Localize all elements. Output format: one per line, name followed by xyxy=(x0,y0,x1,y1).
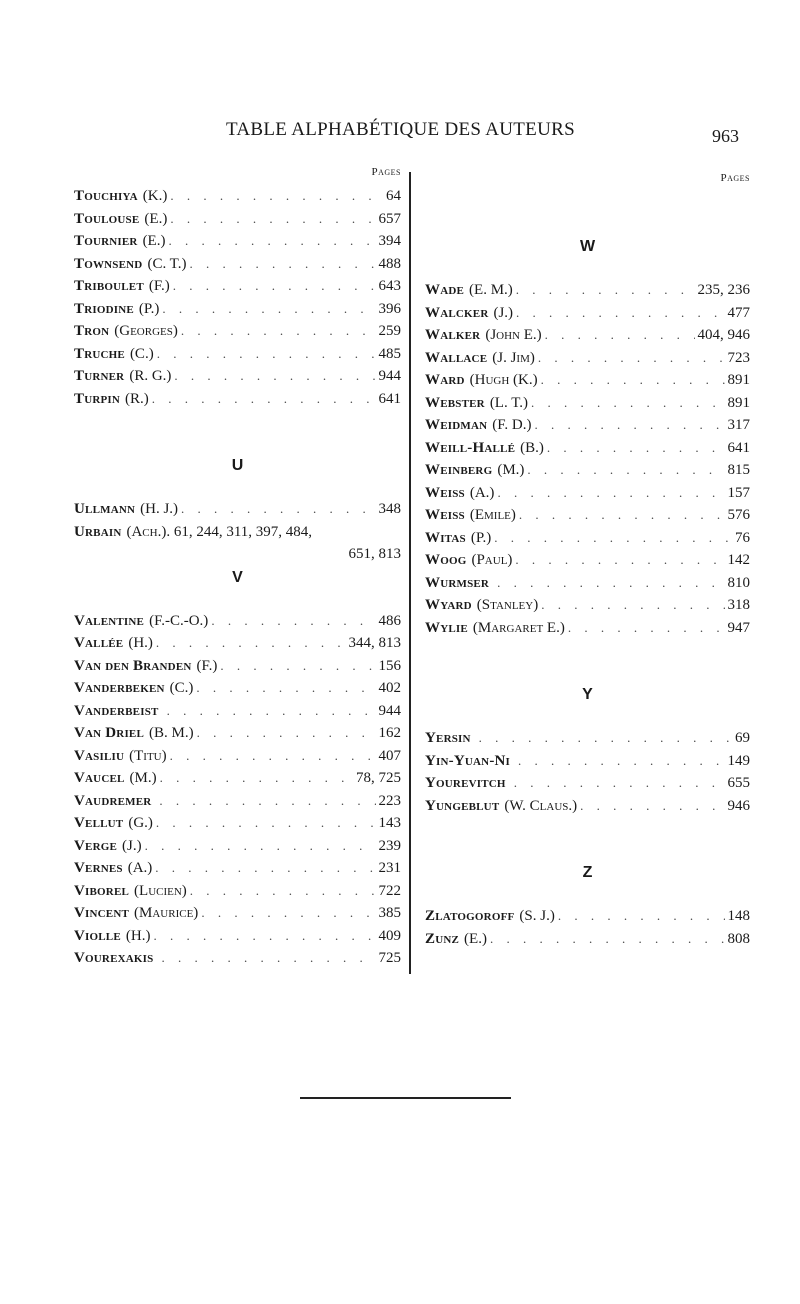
entry-author: Valentine xyxy=(74,612,145,629)
entry-detail: (K.) xyxy=(142,188,168,204)
entry-author: Truche xyxy=(74,345,125,362)
group-z xyxy=(425,908,750,953)
entry-pages: 409 xyxy=(378,927,401,944)
index-entry xyxy=(425,597,750,620)
dot-leader xyxy=(558,908,725,924)
entry-detail: (F.) xyxy=(148,278,170,294)
dot-leader xyxy=(181,501,375,517)
index-entry xyxy=(74,838,401,861)
index-entry xyxy=(74,815,401,838)
letter-heading-z: Z xyxy=(582,864,593,881)
entry-detail: (C.) xyxy=(129,345,154,362)
index-entry xyxy=(74,301,401,324)
entry-pages: 944 xyxy=(378,702,401,719)
entry-author: Yourevitch xyxy=(425,775,506,791)
index-entry xyxy=(425,530,750,553)
index-entry xyxy=(425,775,750,798)
entry-detail: (H. J.) xyxy=(140,501,179,517)
entry-pages: 815 xyxy=(727,462,750,478)
entry-author: Vernes xyxy=(74,860,123,876)
dot-leader xyxy=(168,233,375,249)
dot-leader xyxy=(170,211,375,227)
entry-author: Woog xyxy=(425,552,467,568)
entry-author: Toulouse xyxy=(74,210,140,227)
entry-pages: 407 xyxy=(378,747,401,764)
entry-detail: (R. G.) xyxy=(129,368,172,384)
dot-leader xyxy=(538,350,725,366)
entry-pages: 385 xyxy=(378,905,401,921)
entry-detail: (F.) xyxy=(196,657,218,674)
dot-leader xyxy=(160,770,353,786)
entry-pages: 891 xyxy=(727,394,750,411)
index-entry xyxy=(74,635,401,658)
dot-leader xyxy=(170,188,383,204)
entry-pages: 643 xyxy=(378,278,401,294)
index-entry xyxy=(74,346,401,369)
index-entry xyxy=(74,613,401,636)
entry-author: Violle xyxy=(74,927,121,944)
entry-detail: (R.) xyxy=(125,390,149,407)
entry-pages: 239 xyxy=(378,837,401,854)
dot-leader xyxy=(159,793,375,809)
column-divider xyxy=(409,172,411,974)
dot-leader xyxy=(156,815,376,831)
index-entry xyxy=(74,524,401,547)
index-entry xyxy=(74,391,401,414)
entry-detail: (H.) xyxy=(125,927,151,944)
dot-leader xyxy=(161,950,375,966)
index-entry xyxy=(425,931,750,954)
entry-author: Ward xyxy=(425,372,465,388)
entry-pages: 944 xyxy=(378,368,401,384)
dot-leader xyxy=(519,507,725,523)
entry-pages: 318 xyxy=(727,597,750,613)
dot-leader xyxy=(547,440,725,456)
entry-author: Vasiliu xyxy=(74,747,125,764)
entry-detail: (B. M.) xyxy=(149,725,194,741)
entry-author: Walker xyxy=(425,327,481,343)
dot-leader xyxy=(534,417,724,433)
entry-pages: 142 xyxy=(727,552,750,568)
entry-author: Wylie xyxy=(425,619,468,636)
dot-leader xyxy=(181,323,376,339)
entry-detail: (P.) xyxy=(470,529,492,546)
group-u xyxy=(74,501,401,546)
index-entry xyxy=(74,793,401,816)
entry-author: Turner xyxy=(74,368,125,384)
entry-pages: 947 xyxy=(727,619,750,636)
index-entry xyxy=(425,507,750,530)
letter-heading-v: V xyxy=(232,568,243,586)
entry-pages: 402 xyxy=(378,680,401,696)
index-entry xyxy=(425,730,750,753)
entry-detail: (P.) xyxy=(138,300,160,317)
entry-author: Wyard xyxy=(425,597,472,613)
dot-leader xyxy=(145,838,376,854)
index-entry xyxy=(425,440,750,463)
entry-author: Urbain xyxy=(74,523,122,540)
entry-pages: 231 xyxy=(378,860,401,876)
entry-pages: 477 xyxy=(727,304,750,321)
entry-detail: (Lucien) xyxy=(134,882,187,899)
letter-heading-w: W xyxy=(579,238,596,255)
dot-leader xyxy=(157,346,376,362)
dot-leader xyxy=(152,391,376,407)
dot-leader xyxy=(174,368,375,384)
index-entry xyxy=(74,211,401,234)
entry-detail: (J. Jim) xyxy=(492,349,535,366)
entry-pages: 641 xyxy=(727,439,750,456)
dot-leader xyxy=(167,703,376,719)
entry-pages: 76 xyxy=(735,529,750,546)
entry-detail: (S. J.) xyxy=(519,908,555,924)
letter-heading-y: Y xyxy=(582,686,593,703)
entry-pages: 725 xyxy=(378,950,401,966)
entry-author: Van den Branden xyxy=(74,657,192,674)
entry-detail: (C.) xyxy=(169,680,194,696)
dot-leader xyxy=(516,305,724,321)
entry-author: Van Driel xyxy=(74,725,145,741)
dot-leader xyxy=(516,282,695,298)
entry-detail: (John E.) xyxy=(485,327,542,343)
index-entry xyxy=(425,417,750,440)
dot-leader xyxy=(541,597,724,613)
entry-detail: (G.) xyxy=(128,815,153,831)
entry-author: Webster xyxy=(425,394,485,411)
entry-author: Yersin xyxy=(425,730,471,746)
entry-author: Tron xyxy=(74,323,110,339)
index-entry xyxy=(425,395,750,418)
entry-author: Vanderbeist xyxy=(74,702,159,719)
dot-leader xyxy=(541,372,725,388)
entry-author: Weill-Hallé xyxy=(425,439,516,456)
dot-leader xyxy=(220,658,375,674)
dot-leader xyxy=(196,680,375,696)
index-entry xyxy=(425,305,750,328)
entry-pages: 657 xyxy=(378,210,401,227)
bottom-rule xyxy=(300,1097,511,1099)
entry-author: Weiss xyxy=(425,507,465,523)
dot-leader xyxy=(201,905,375,921)
entry-pages: 235, 236 xyxy=(697,282,750,298)
page-title: TABLE ALPHABÉTIQUE DES AUTEURS xyxy=(226,119,575,140)
entry-author: Wurmser xyxy=(425,574,490,591)
dot-leader xyxy=(156,635,346,651)
entry-pages: 722 xyxy=(378,882,401,899)
dot-leader xyxy=(580,798,724,814)
entry-pages: 344, 813 xyxy=(348,635,401,651)
index-entry xyxy=(425,908,750,931)
entry-author: Tournier xyxy=(74,233,138,249)
group-w xyxy=(425,282,750,642)
entry-pages: 891 xyxy=(727,372,750,388)
dot-leader xyxy=(514,775,725,791)
index-entry xyxy=(74,188,401,211)
entry-detail: (Emile) xyxy=(469,507,516,523)
entry-author: Vourexakis xyxy=(74,950,154,966)
entry-pages: 576 xyxy=(727,507,750,523)
entry-detail: (F. D.) xyxy=(492,417,532,433)
index-entry xyxy=(74,703,401,726)
dot-leader xyxy=(190,883,376,899)
entry-pages: 259 xyxy=(378,323,401,339)
entry-pages: 143 xyxy=(378,815,401,831)
entry-detail: (Ach.). 61, 244, 311, 397, 484, xyxy=(126,523,313,540)
entry-author: Verge xyxy=(74,837,118,854)
entry-detail: (E.) xyxy=(142,233,166,249)
dot-leader xyxy=(173,278,376,294)
entry-detail: (A.) xyxy=(469,484,495,501)
entry-detail: (Margaret E.) xyxy=(472,619,565,636)
dot-leader xyxy=(162,301,375,317)
dot-leader xyxy=(189,256,375,272)
index-entry xyxy=(74,256,401,279)
entry-detail: (Paul) xyxy=(471,552,513,568)
entry-detail: (H.) xyxy=(128,635,153,651)
dot-leader xyxy=(518,753,724,769)
entry-pages: 651, 813 xyxy=(348,546,401,562)
entry-detail: (E. M.) xyxy=(469,282,513,298)
index-entry xyxy=(74,860,401,883)
entry-pages: 149 xyxy=(727,752,750,769)
entry-detail: (B.) xyxy=(520,439,544,456)
entry-pages: 810 xyxy=(727,574,750,591)
dot-leader xyxy=(497,485,724,501)
entry-author: Triboulet xyxy=(74,278,144,294)
entry-author: Zlatogoroff xyxy=(425,908,515,924)
left-column xyxy=(74,166,401,973)
group-y xyxy=(425,730,750,820)
entry-author: Vellut xyxy=(74,815,124,831)
index-entry xyxy=(74,905,401,928)
entry-pages: 488 xyxy=(378,255,401,272)
index-entry xyxy=(74,323,401,346)
entry-pages: 655 xyxy=(727,775,750,791)
dot-leader xyxy=(568,620,725,636)
index-entry xyxy=(425,350,750,373)
index-entry xyxy=(74,950,401,973)
entry-detail: (Georges) xyxy=(114,323,178,339)
entry-pages: 223 xyxy=(378,792,401,809)
entry-pages: 485 xyxy=(378,345,401,362)
entry-detail: (Titu) xyxy=(129,747,167,764)
entry-detail: (A.) xyxy=(127,860,153,876)
index-entry xyxy=(74,233,401,256)
entry-author: Witas xyxy=(425,529,466,546)
group-v xyxy=(74,613,401,973)
entry-detail: (L. T.) xyxy=(489,394,528,411)
entry-pages: 396 xyxy=(378,300,401,317)
entry-author: Vaucel xyxy=(74,770,125,786)
index-entry xyxy=(74,368,401,391)
dot-leader xyxy=(197,725,376,741)
index-entry xyxy=(74,658,401,681)
entry-detail: (M.) xyxy=(129,770,157,786)
index-entry xyxy=(74,501,401,524)
entry-detail: (C. T.) xyxy=(147,255,187,272)
entry-pages: 78, 725 xyxy=(356,770,401,786)
entry-author: Vaudremer xyxy=(74,792,152,809)
entry-pages: 162 xyxy=(378,725,401,741)
dot-leader xyxy=(497,575,724,591)
dot-leader xyxy=(490,931,725,947)
page-number: 963 xyxy=(712,126,739,146)
entry-detail: (Hugh (K.) xyxy=(469,372,538,388)
index-entry xyxy=(425,575,750,598)
index-entry xyxy=(425,485,750,508)
dot-leader xyxy=(153,928,375,944)
entry-author: Turpin xyxy=(74,390,121,407)
entry-pages: 394 xyxy=(378,233,401,249)
index-entry xyxy=(425,620,750,643)
entry-author: Vincent xyxy=(74,905,130,921)
index-entry xyxy=(74,278,401,301)
entry-pages: 808 xyxy=(727,930,750,947)
index-entry xyxy=(425,327,750,350)
pages-column-label: Pages xyxy=(371,166,401,178)
dot-leader xyxy=(545,327,695,343)
entry-author: Yin-Yuan-Ni xyxy=(425,752,511,769)
entry-detail: (J.) xyxy=(493,304,514,321)
index-entry xyxy=(74,770,401,793)
entry-detail: (W. Claus.) xyxy=(504,797,578,814)
entry-author: Triodine xyxy=(74,300,134,317)
entry-pages: 148 xyxy=(727,908,750,924)
entry-detail: (J.) xyxy=(122,837,142,854)
entry-pages: 69 xyxy=(735,730,750,746)
index-entry xyxy=(74,680,401,703)
index-entry xyxy=(425,282,750,305)
entry-author: Vallée xyxy=(74,635,124,651)
entry-author: Vanderbeken xyxy=(74,680,165,696)
entry-author: Viborel xyxy=(74,882,130,899)
entry-author: Wallace xyxy=(425,349,488,366)
entry-author: Weinberg xyxy=(425,462,493,478)
right-column xyxy=(425,172,750,953)
entry-author: Touchiya xyxy=(74,188,138,204)
entry-author: Weidman xyxy=(425,417,488,433)
entry-author: Townsend xyxy=(74,255,143,272)
index-entry xyxy=(74,725,401,748)
entry-detail: (E.) xyxy=(144,210,168,227)
entry-pages: 156 xyxy=(378,657,401,674)
entry-pages: 641 xyxy=(378,390,401,407)
index-entry xyxy=(425,462,750,485)
dot-leader xyxy=(494,530,732,546)
index-entry xyxy=(74,928,401,951)
entry-pages: 348 xyxy=(378,501,401,517)
entry-detail: (F.-C.-O.) xyxy=(149,612,209,629)
dot-leader xyxy=(479,730,732,746)
entry-detail: (E.) xyxy=(464,930,487,947)
dot-leader xyxy=(170,748,376,764)
index-entry-continuation xyxy=(74,546,401,569)
index-entry xyxy=(425,552,750,575)
dot-leader xyxy=(211,613,375,629)
entry-author: Walcker xyxy=(425,304,489,321)
dot-leader xyxy=(531,395,725,411)
dot-leader xyxy=(155,860,375,876)
entry-author: Weiss xyxy=(425,484,465,501)
group-t xyxy=(74,188,401,413)
entry-pages: 723 xyxy=(727,349,750,366)
index-entry xyxy=(425,798,750,821)
entry-detail: (Maurice) xyxy=(134,905,199,921)
entry-detail: (M.) xyxy=(497,462,525,478)
index-entry xyxy=(425,372,750,395)
entry-pages: 486 xyxy=(378,612,401,629)
index-entry xyxy=(74,748,401,771)
dot-leader xyxy=(527,462,724,478)
index-entry xyxy=(74,883,401,906)
index-entry xyxy=(425,753,750,776)
pages-column-label: Pages xyxy=(720,172,750,184)
entry-pages: 404, 946 xyxy=(697,327,750,343)
entry-author: Zunz xyxy=(425,930,460,947)
entry-pages: 64 xyxy=(386,188,401,204)
entry-author: Ullmann xyxy=(74,501,136,517)
dot-leader xyxy=(515,552,724,568)
entry-author: Yungeblut xyxy=(425,797,500,814)
entry-pages: 157 xyxy=(727,484,750,501)
entry-pages: 946 xyxy=(727,797,750,814)
letter-heading-u: U xyxy=(231,457,244,474)
entry-pages: 317 xyxy=(727,417,750,433)
entry-detail: (Stanley) xyxy=(476,597,539,613)
entry-author: Wade xyxy=(425,282,465,298)
